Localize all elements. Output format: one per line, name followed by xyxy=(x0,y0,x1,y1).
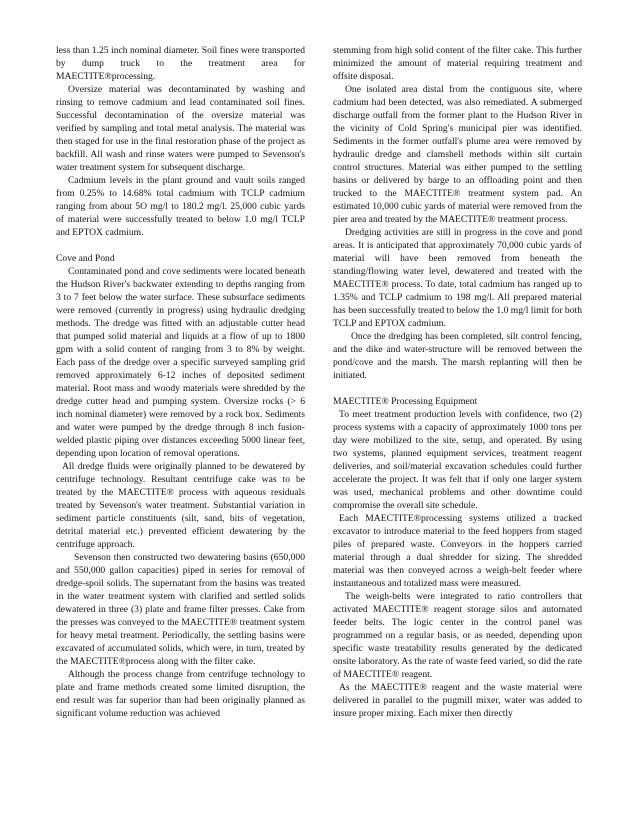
section-heading: MAECTITE® Processing Equipment xyxy=(333,396,478,407)
paragraph: less than 1.25 inch nominal diameter. Soil fines were transported by dump truck to the treatment area for MAECTITE®processing. xyxy=(56,45,305,82)
paragraph: As the MAECTITE® reagent and the waste material were delivered in parallel to the pugmill mixer, water was added to insure proper mixing. Each mixer then directly xyxy=(333,682,582,719)
paragraph: All dredge fluids were originally planned to be dewatered by centrifuge technology. Resultant centrifuge cake was to be treated by the MAECTITE® process with aqueous residuals treated by Sevenson's water treatment. Substantial variation in sediment particle constituents (silt, sand, bits of vegetation, detrital material etc.) prevented efficient dewatering by the centrifuge approach. xyxy=(56,461,305,550)
paragraph: Once the dredging has been completed, silt control fencing, and the dike and water-structure will be removed between the pond/cove and the marsh. The marsh replanting will then be initiated. xyxy=(333,331,582,381)
right-column xyxy=(333,44,582,720)
paragraph: One isolated area distal from the contiguous site, where cadmium had been detected, was also remediated. A submerged discharge outfall from the former plant to the Hudson River in the vicinity of Cold Spring's municipal pier was identified. Sediments in the former outfall's plume area were removed by hydraulic dredge and clamshell methods within silt curtain control structures. Material was either pumped to the settling basins or delivered by barge to an offloading point and then trucked to the MAECTITE® treatment system pad. An estimated 10,000 cubic yards of material were removed from the pier area and treated by the MAECTITE® treatment process. xyxy=(333,84,582,225)
paragraph: Dredging activities are still in progress in the cove and pond areas. It is anticipated that approximately 70,000 cubic yards of material will have been removed from beneath the standing/flowing water level, dewatered and treated with the MAECTITE® process. To date, total cadmium has ranged up to 1.35% and TCLP cadmium to 198 mg/l. All prepared material has been successfully treated to below the 1.0 mg/l limit for both TCLP and EPTOX cadmium. xyxy=(333,227,582,329)
paragraph: Oversize material was decontaminated by washing and rinsing to remove cadmium and lead contaminated soil fines. Successful decontamination of the oversize material was verified by sampling and total metal analysis. The material was then staged for use in the final restoration phase of the project as backfill. All wash and rinse waters were pumped to Sevenson's water treatment system for subsequent discharge. xyxy=(56,84,305,173)
paragraph: Sevenson then constructed two dewatering basins (650,000 and 550,000 gallon capacities) piped in series for removal of dredge-spoil solids. The supernatant from the basins was treated in the water treatment system with clarified and settled solids dewatered in three (3) plate and frame filter presses. Cake from the presses was conveyed to the MAECTITE® treatment system for heavy metal treatment. Periodically, the settling basins were excavated of accumulated solids, which were, in turn, treated by the MAECTITE®process along with the filter cake. xyxy=(56,552,305,667)
left-column xyxy=(56,44,305,720)
paragraph: The weigh-belts were integrated to ratio controllers that activated MAECTITE® reagent storage silos and automated feeder belts. The logic center in the control panel was programmed on a regular basis, or as needed, depending upon specific waste treatability results generated by the dedicated onsite laboratory. As the rate of waste feed varied, so did the rate of MAECTITE® reagent. xyxy=(333,591,582,680)
paragraph: To meet treatment production levels with confidence, two (2) process systems with a capacity of approximately 1000 tons per day were mobilized to the site, setup, and operated. By using two systems, planned equipment services, treatment reagent deliveries, and soil/material excavation schedules could further accelerate the project. It was felt that if only one larger system was used, mechanical problems and other downtime could compromise the overall site schedule. xyxy=(333,409,582,511)
section-heading: Cove and Pond xyxy=(56,253,115,264)
paragraph: stemming from high solid content of the filter cake. This further minimized the amount of material requiring treatment and offsite disposal. xyxy=(333,45,582,82)
paragraph: Although the process change from centrifuge technology to plate and frame methods created some limited disruption, the end result was far superior than had been originally planned as significant volume reduction was achieved xyxy=(56,669,305,719)
paragraph: Cadmium levels in the plant ground and vault soils ranged from 0.25% to 14.68% total cadmium with TCLP cadmium ranging from about 5O mg/l to 180.2 mg/l. 25,000 cubic yards of material were successfully treated to below 1.0 mg/l TCLP and EPTOX cadmium. xyxy=(56,175,305,238)
paragraph: Contaminated pond and cove sediments were located beneath the Hudson River's backwater extending to depths ranging from 3 to 7 feet below the water surface. These subsurface sediments were removed (currently in progress) using hydraulic dredging methods. The dredge was fitted with an adjustable cutter head that pumped solid material and liquids at a flow of up to 1800 gpm with a solid content of ranging from 3 to 8% by weight. Each pass of the dredge over a specific surveyed sampling grid removed approximately 6-12 inches of deposited sediment material. Root mass and woody materials were shredded by the dredge cutter head and pumping system. Oversize rocks (> 6 inch nominal diameter) were removed by a rock box. Sediments and water were pumped by the dredge through 8 inch fusion-welded plastic piping over distances exceeding 5000 linear feet, depending upon location of removal operations. xyxy=(56,266,305,459)
paragraph: Each MAECTITE®processing systems utilized a tracked excavator to introduce material to the feed hoppers from staged piles of prepared waste. Conveyors in the hoppers carried material through a dual shredder for sizing. The shredded material was then conveyed across a weigh-belt feeder where instantaneous and totalized mass were measured. xyxy=(333,513,582,589)
